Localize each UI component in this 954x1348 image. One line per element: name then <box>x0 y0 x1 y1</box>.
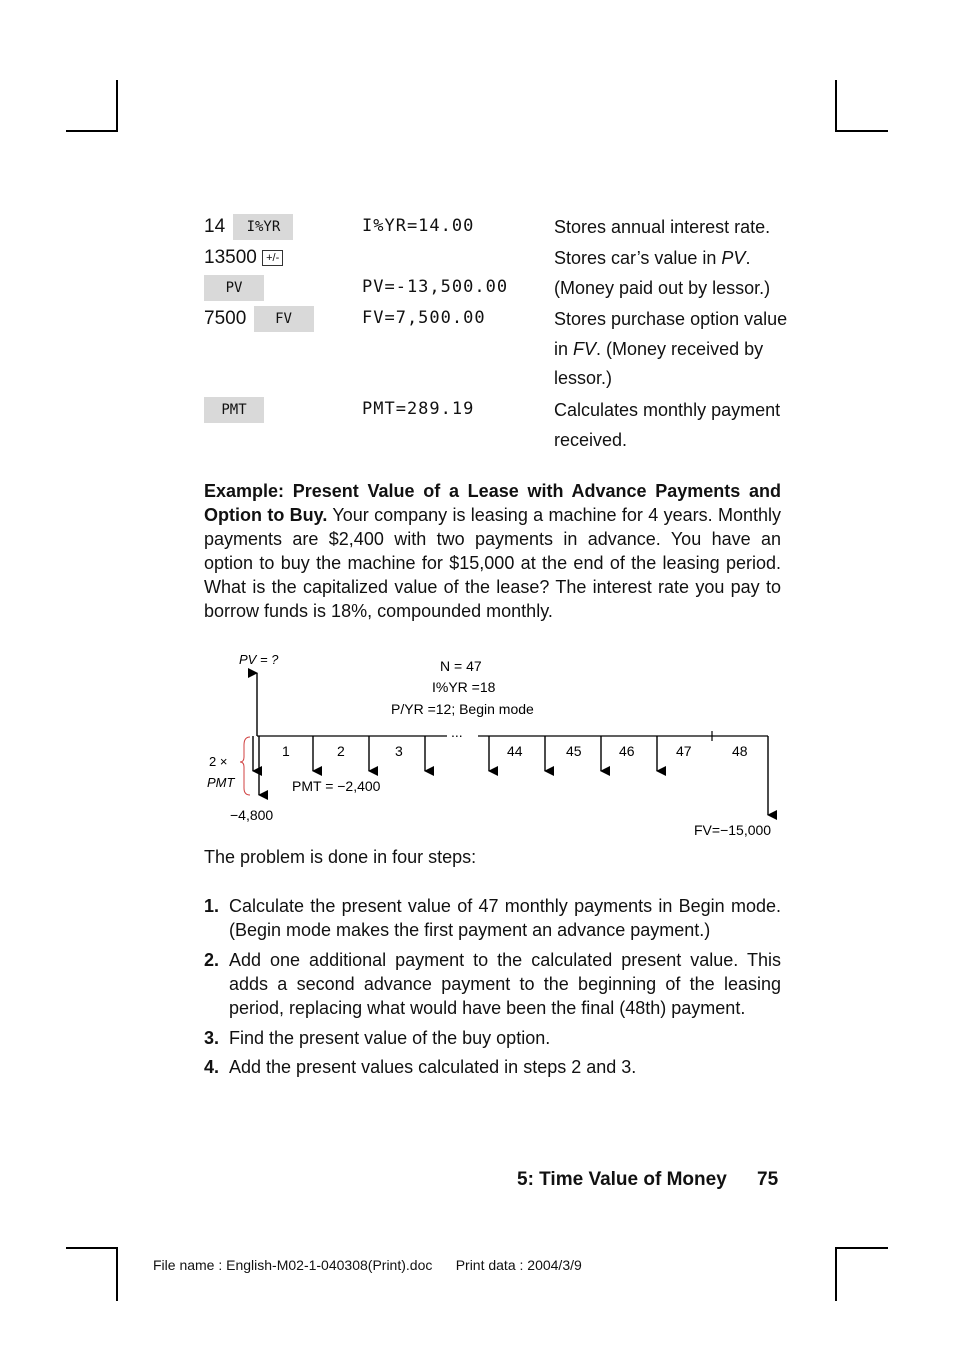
change-sign-key: +/- <box>262 250 283 266</box>
pmt-key: PMT <box>204 397 264 423</box>
advance-label: −4,800 <box>230 807 274 823</box>
chapter-title: 5: Time Value of Money <box>517 1169 727 1190</box>
pmt-label: PMT <box>207 775 235 790</box>
pyr-label: P/YR =12; Begin mode <box>391 701 534 717</box>
brace <box>240 737 250 795</box>
lcd-display: PV=-13,500.00 <box>362 277 509 297</box>
period-label: 2 <box>337 743 345 759</box>
lcd-display: FV=7,500.00 <box>362 308 486 328</box>
step-item <box>204 948 781 1020</box>
period-label: 45 <box>566 743 582 759</box>
pv-key: PV <box>204 275 264 301</box>
page-number: 75 <box>757 1169 779 1190</box>
step-item <box>204 1026 781 1050</box>
period-label: 47 <box>676 743 692 759</box>
step-number: 2. <box>204 950 220 970</box>
step-text: Add the present values calculated in steps 2 and 3. <box>229 1057 637 1077</box>
keystroke-description: Stores purchase option value in FV. (Money received by lessor.) <box>554 309 788 388</box>
steps-intro: The problem is done in four steps: <box>204 847 477 867</box>
step-text: Add one additional payment to the calculated present value. This adds a second advance payment to the beginning of the leasing period, replacing what would have been the final (48th) payment. <box>229 950 781 1018</box>
keystroke-description: Stores annual interest rate. <box>554 217 771 237</box>
keystroke-description: Stores car’s value in PV. <box>554 248 751 268</box>
crop-mark <box>835 1247 888 1249</box>
keystroke-input: 14 I%YR <box>204 214 293 240</box>
fv-label: FV=−15,000 <box>694 822 772 838</box>
keystroke-input <box>204 397 264 423</box>
n-label: N = 47 <box>440 658 482 674</box>
period-label: 3 <box>395 743 403 759</box>
ellipsis: ... <box>451 724 463 740</box>
step-item <box>204 894 781 942</box>
pv-label: PV = ? <box>239 652 279 667</box>
two-times-label: 2 × <box>209 754 228 769</box>
keystroke-input: 7500 FV <box>204 306 314 332</box>
fv-key: FV <box>254 306 314 332</box>
crop-mark <box>835 1247 837 1301</box>
example-paragraph <box>204 479 781 623</box>
crop-mark <box>116 80 118 132</box>
lcd-display: PMT=289.19 <box>362 399 475 419</box>
step-number: 1. <box>204 896 220 916</box>
keystroke-input: 13500 +/- <box>204 247 283 269</box>
step-item <box>204 1055 781 1079</box>
keystroke-description: Calculates monthly payment received. <box>554 400 781 450</box>
crop-mark <box>66 130 118 132</box>
crop-mark <box>66 1247 118 1249</box>
crop-mark <box>116 1247 118 1301</box>
cash-flow-diagram <box>0 645 954 845</box>
period-label: 44 <box>507 743 523 759</box>
keystroke-description: (Money paid out by lessor.) <box>554 278 771 298</box>
crop-mark <box>835 80 837 132</box>
keystroke-input <box>204 275 264 301</box>
period-label: 48 <box>732 743 748 759</box>
period-label: 46 <box>619 743 635 759</box>
file-info: File name : English-M02-1-040308(Print).doc Print data : 2004/3/9 <box>153 1257 582 1273</box>
step-text: Find the present value of the buy option. <box>229 1028 551 1048</box>
iyr-label: I%YR =18 <box>432 679 496 695</box>
step-text: Calculate the present value of 47 monthly payments in Begin mode. (Begin mode makes the first payment an advance payment.) <box>229 896 781 940</box>
step-number: 3. <box>204 1028 220 1048</box>
example-body: Your company is leasing a machine for 4 years. Monthly payments are $2,400 with two payments in advance. You have an option to buy the machine for $15,000 at the end of the leasing period. What is the capitalized value of the lease? The interest rate you pay to borrow funds is 18%, compounded monthly. <box>204 505 781 621</box>
period-label: 1 <box>282 743 290 759</box>
i-yr-key: I%YR <box>233 214 293 240</box>
example-heading: Example: Present Value of a Lease with Advance Payments and Option to Buy. <box>204 481 781 525</box>
crop-mark <box>835 130 888 132</box>
lcd-display: I%YR=14.00 <box>362 216 475 236</box>
pmt-value-label: PMT = −2,400 <box>292 778 381 794</box>
step-number: 4. <box>204 1057 220 1077</box>
